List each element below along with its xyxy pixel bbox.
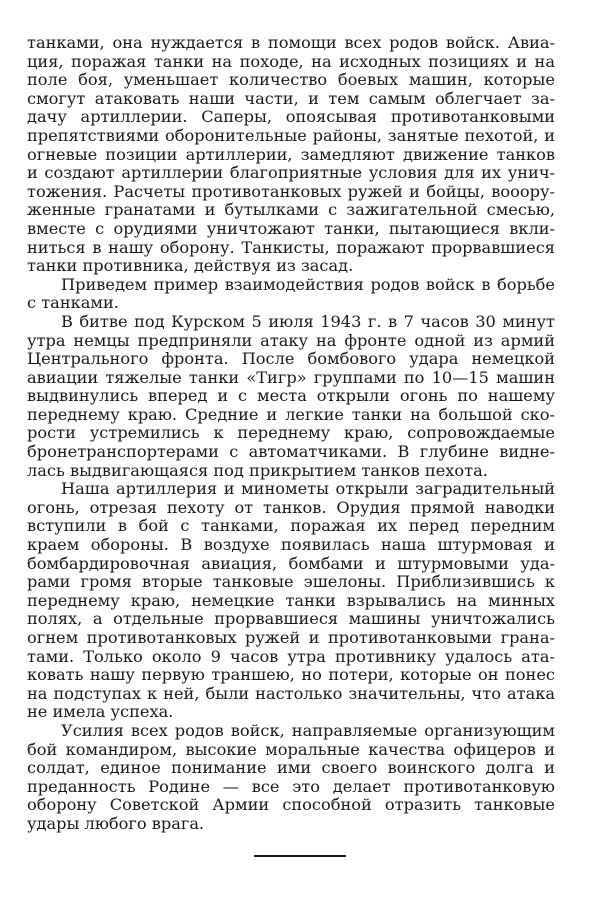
text-line: В битве под Курском 5 июля 1943 г. в 7 часов 30 минут — [61, 312, 555, 331]
text-line: рости устремились к переднему краю, сопровождаемые — [27, 424, 555, 443]
text-line: не имела успеха. — [27, 703, 174, 722]
text-line: тожения. Расчеты противотанковых ружей и бойцы, вооору- — [27, 182, 555, 201]
text-line: переднему краю. Средние и легкие танки на большой ско- — [27, 405, 555, 424]
text-line: поле боя, уменьшает количество боевых машин, которые — [27, 71, 555, 90]
text-line: танками, она нуждается в помощи всех родов войск. Авиа- — [27, 34, 555, 52]
text-line: огонь, отрезая пехоту от танков. Орудия прямой наводки — [27, 498, 555, 517]
paragraph-2 — [27, 276, 555, 313]
text-line: полях, а отдельные прорвавшиеся машины уничтожались — [27, 610, 555, 629]
text-line: переднему краю, немецкие танки взрывались на минных — [27, 591, 555, 610]
text-line: рами громя вторые танковые эшелоны. Приблизившись к — [27, 573, 555, 592]
text-line: ковать нашу первую траншею, но потери, которые он понес — [27, 666, 555, 685]
text-line: Центрального фронта. После бомбового удара немецкой — [27, 350, 555, 369]
text-line: Усилия всех родов войск, направляемые организующим — [61, 721, 555, 740]
text-line: авиации тяжелые танки «Тигр» группами по 10—15 машин — [27, 368, 555, 387]
text-line: бой командиром, высокие моральные качества офицеров и — [27, 740, 555, 759]
paragraph-1 — [27, 34, 555, 276]
document-page — [27, 34, 555, 834]
text-line: удары любого врага. — [27, 814, 205, 833]
text-line: и создают артиллерии благоприятные условия для их унич- — [27, 164, 555, 183]
text-line: краем обороны. В воздухе появилась наша штурмовая и — [27, 536, 555, 555]
text-line: преданность Родине — все это делает противотанковую — [27, 777, 555, 796]
text-line: тами. Только около 9 часов утра противнику удалось ата- — [27, 647, 555, 666]
text-line: лась выдвигающаяся под прикрытием танков пехота. — [27, 461, 488, 480]
text-line: Приведем пример взаимодействия родов войск в борьбе — [61, 275, 555, 294]
text-line: вместе с орудиями уничтожают танки, пытающиеся вкли- — [27, 219, 555, 238]
text-line: с танками. — [27, 294, 119, 313]
text-line: выдвинулись вперед и с места открыли огонь по нашему — [27, 387, 555, 406]
text-line: огневые позиции артиллерии, замедляют движение танков — [27, 145, 555, 164]
text-line: бомбардировочная авиация, бомбами и штурмовыми уда- — [27, 554, 555, 573]
section-divider — [254, 855, 346, 857]
text-line: дачу артиллерии. Саперы, опоясывая противотанковыми — [27, 108, 555, 127]
text-line: ниться в нашу оборону. Танкисты, поражают прорвавшиеся — [27, 238, 555, 257]
text-line: на подступах к ней, были настолько значительны, что атака — [27, 684, 555, 703]
text-line: солдат, единое понимание ими своего воинского долга и — [27, 759, 555, 778]
text-line: оборону Советской Армии способной отразить танковые — [27, 796, 555, 815]
paragraph-4 — [27, 480, 555, 722]
paragraph-5 — [27, 722, 555, 834]
text-line: утра немцы предприняли атаку на фронте одной из армий — [27, 331, 555, 350]
text-line: танки противника, действуя из засад. — [27, 257, 354, 276]
text-line: препятствиями оборонительные районы, занятые пехотой, и — [27, 126, 555, 145]
text-line: огнем противотанковых ружей и противотанковыми грана- — [27, 629, 555, 647]
text-line: вступили в бой с танками, поражая их перед передним — [27, 517, 555, 536]
text-line: ция, поражая танки на походе, на исходных позициях и на — [27, 52, 555, 71]
text-line: Наша артиллерия и минометы открыли заградительный — [61, 480, 555, 499]
text-line: бронетранспортерами с автоматчиками. В глубине видне- — [27, 443, 555, 462]
paragraph-3 — [27, 313, 555, 480]
text-line: женные гранатами и бутылками с зажигательной смесью, — [27, 201, 555, 220]
text-line: смогут атаковать наши части, и тем самым облегчает за- — [27, 89, 555, 108]
